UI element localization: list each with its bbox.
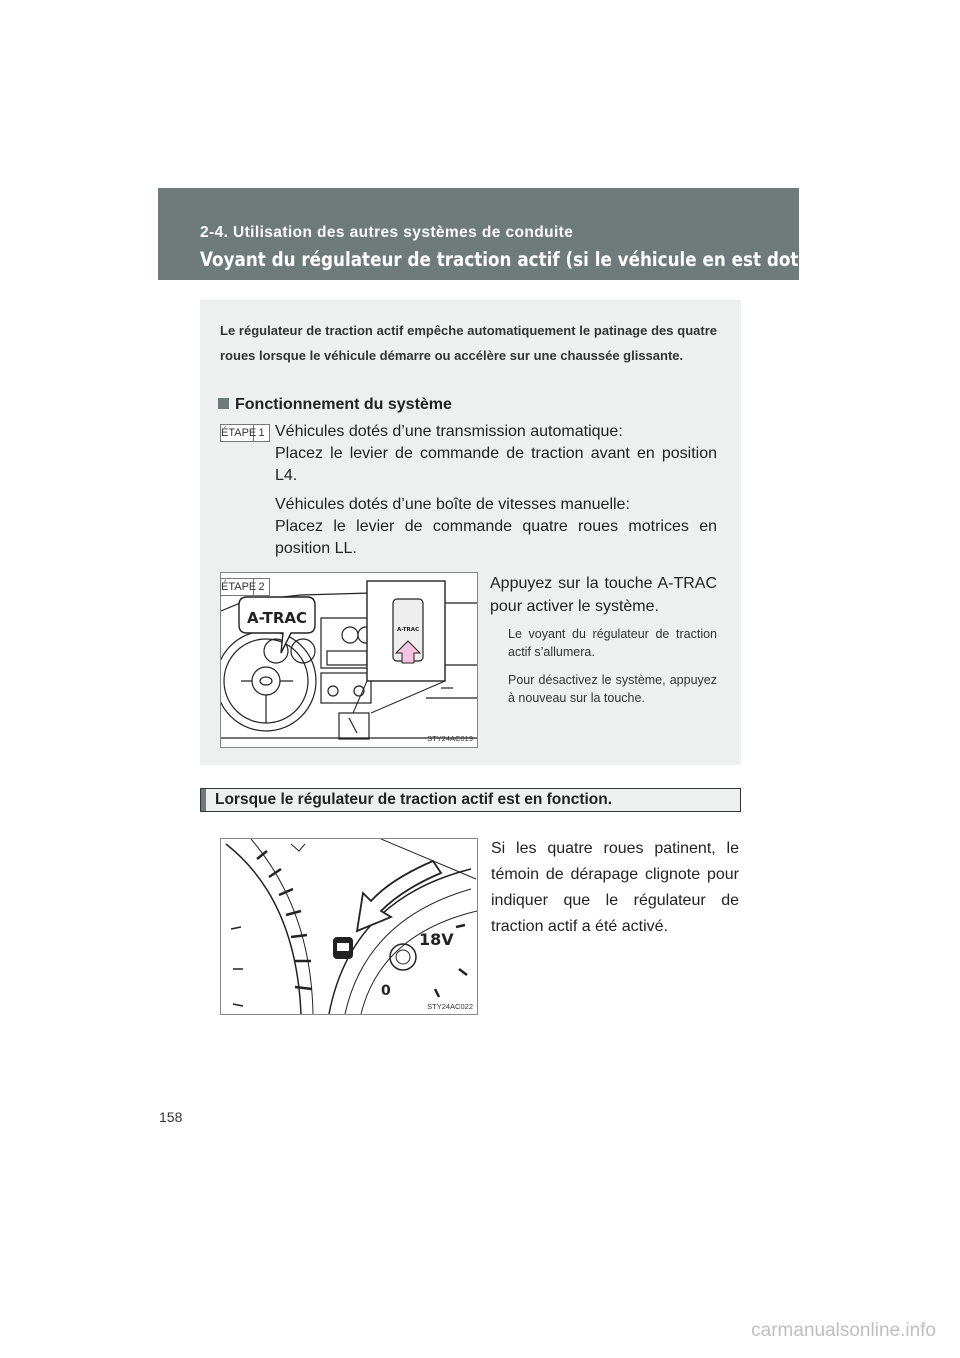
dashboard-illustration	[221, 573, 477, 747]
section-bar-title: Lorsque le régulateur de traction actif est en fonction.	[215, 791, 613, 808]
step-1-badge	[220, 424, 270, 442]
step-label: ÉTAPE	[221, 581, 257, 593]
section-bar-stripe	[201, 789, 206, 811]
step-1-auto-title: Véhicules dotés d’une transmission automatique:	[275, 423, 623, 440]
step-1-manual-text: Placez le levier de commande quatre roues motrices en position LL.	[275, 518, 717, 557]
figure-code: STY24AC019	[427, 734, 473, 743]
callout-label: A-TRAC	[246, 609, 308, 627]
dashboard-figure	[220, 572, 478, 748]
chapter-header	[158, 188, 818, 280]
section-title: 2-4. Utilisation des autres systèmes de conduite	[200, 224, 574, 241]
step-2-note-2: Pour désactivez le système, appuyez à nouveau sur la touche.	[508, 673, 717, 705]
section-heading	[218, 396, 452, 414]
step-label: ÉTAPE	[221, 427, 257, 439]
page-number: 158	[159, 1109, 183, 1125]
section-heading-text: Fonctionnement du système	[235, 396, 452, 413]
step-1-manual-title: Véhicules dotés d’une boîte de vitesses manuelle:	[275, 496, 630, 513]
gauge-zero: 0	[381, 983, 391, 999]
button-label: A-TRAC	[396, 627, 420, 633]
gauge-label: 18V	[419, 930, 454, 949]
step-2-note-1: Le voyant du régulateur de traction actif s’allumera.	[508, 627, 717, 659]
section-2-text: Si les quatre roues patinent, le témoin de dérapage clignote pour indiquer que le régulateur de traction actif a été activé.	[491, 840, 739, 935]
step-number: 2	[258, 581, 265, 593]
step-number: 1	[258, 427, 265, 439]
square-bullet-icon	[218, 398, 229, 409]
step-1-auto-text: Placez le levier de commande de traction avant en position L4.	[275, 445, 717, 484]
intro-text: Le régulateur de traction actif empêche automatiquement le patinage des quatre roues lorsque le véhicule démarre ou accélère sur une chaussée glissante.	[220, 323, 717, 363]
intro-panel	[200, 300, 741, 765]
page-title: Voyant du régulateur de traction actif (si le véhicule en est doté)	[200, 248, 818, 271]
step-2-badge	[220, 578, 270, 596]
step-2-text: Appuyez sur la touche A-TRAC pour activer le système.	[490, 575, 717, 615]
gauge-figure	[220, 838, 478, 1015]
watermark[interactable]: carmanualsonline.info	[751, 1320, 936, 1341]
section-bar	[200, 788, 741, 812]
gauge-illustration	[221, 839, 477, 1014]
figure-code: STY24AC022	[427, 1002, 473, 1011]
